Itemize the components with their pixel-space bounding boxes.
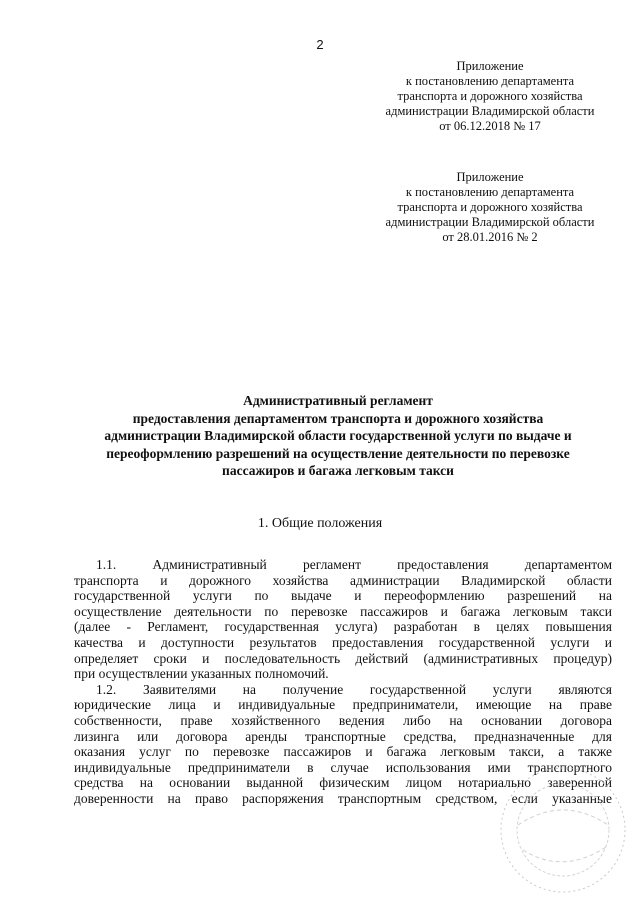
text-line: индивидуальные предприниматели в случае использования ими транспортного [74, 759, 612, 775]
faint-seal-stamp-icon [488, 755, 638, 905]
appendix-line: транспорта и дорожного хозяйства [397, 89, 583, 103]
appendix-line: администрации Владимирской области [385, 104, 595, 118]
text-line: 1.1. Административный регламент предоставления департаментом [96, 557, 612, 572]
text-line: средства на основании выданной физическим лицом нотариально заверенной [74, 775, 612, 791]
text-line: качества и доступности результатов предоставления государственной услуги и [74, 634, 612, 650]
text-line: осуществление деятельности по перевозке пассажиров и багажа легковым такси [74, 603, 612, 619]
text-line: доверенности на право распоряжения транспортным средством, если указанные [74, 790, 612, 806]
title-line: пассажиров и багажа легковым такси [222, 463, 454, 478]
text-line: при осуществлении указанных полномочий. [74, 666, 329, 682]
text-line: оказания услуг по перевозке пассажиров и багажа легковым такси, а также [74, 744, 612, 760]
appendix-line: Приложение [456, 170, 524, 184]
appendix-date-line: от 28.01.2016 № 2 [442, 230, 538, 244]
paragraph-1-1 [74, 557, 612, 682]
appendix-line: администрации Владимирской области [385, 215, 595, 229]
text-line: собственности, праве хозяйственного ведения либо на основании договора [74, 712, 612, 728]
appendix-line: к постановлению департамента [405, 74, 575, 88]
text-line: (далее - Регламент, государственная услуга) разработан в целях повышения [74, 619, 612, 635]
appendix-line: к постановлению департамента [405, 185, 575, 199]
appendix-date-line: от 06.12.2018 № 17 [439, 119, 541, 133]
appendix-block-original [360, 170, 620, 245]
title-line: Административный регламент [243, 393, 433, 408]
title-line: переоформлению разрешений на осуществление деятельности по перевозке [106, 445, 570, 461]
text-line: государственной услуги по выдаче и переоформлению разрешений на [74, 588, 612, 604]
text-line: юридические лица и индивидуальные предприниматели, имеющие на праве [74, 697, 612, 713]
text-line: лизинга или договора аренды транспортные средства, предназначенные для [74, 728, 612, 744]
appendix-line: транспорта и дорожного хозяйства [397, 200, 583, 214]
text-line: определяет сроки и последовательность действий (административных процедур) [74, 650, 612, 666]
page-number: 2 [316, 37, 324, 52]
appendix-block-current [360, 59, 620, 134]
text-line: 1.2. Заявителями на получение государственной услуги являются [96, 681, 612, 697]
document-title [58, 392, 618, 480]
section-heading: 1. Общие положения [257, 516, 383, 531]
title-line: администрации Владимирской области государственной услуги по выдаче и [104, 428, 572, 443]
appendix-line: Приложение [456, 59, 524, 73]
title-line: предоставления департаментом транспорта и дорожного хозяйства [132, 410, 544, 426]
text-line: транспорта и дорожного хозяйства администрации Владимирской области [74, 572, 612, 588]
